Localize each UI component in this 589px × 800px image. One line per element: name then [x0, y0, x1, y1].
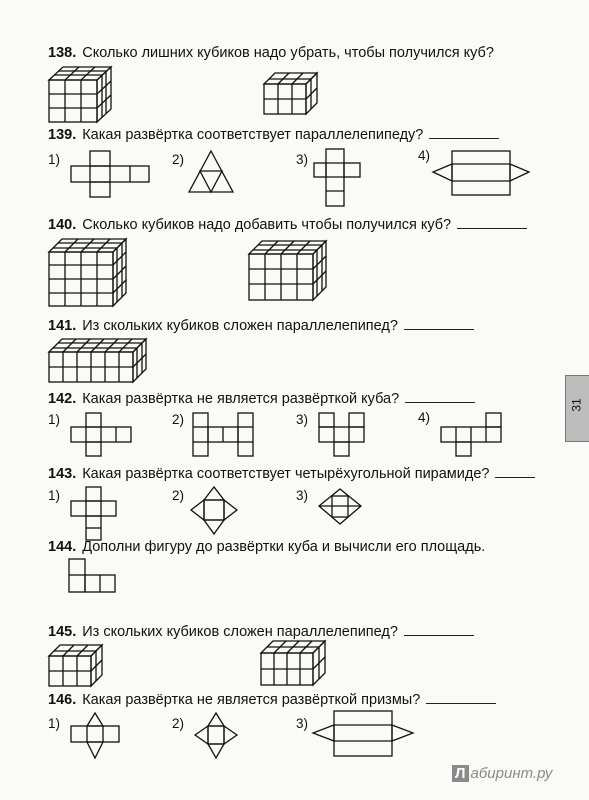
answer-blank[interactable] — [405, 402, 475, 403]
question-number: 141. — [48, 318, 77, 334]
partial-cube-net-figure — [68, 558, 118, 594]
answer-blank[interactable] — [404, 635, 474, 636]
answer-blank[interactable] — [457, 228, 527, 229]
question-text: Какая развёртка соответствует четырёхугольной пирамиде? — [82, 466, 490, 482]
net-option-4 — [432, 150, 530, 196]
cube-net-option-4 — [440, 412, 506, 458]
net-option-3 — [313, 148, 363, 208]
question-144 — [48, 539, 485, 555]
logo-text: абиринт.ру — [470, 765, 553, 782]
option-label: 3) — [296, 488, 309, 503]
question-text: Дополни фигуру до развёртки куба и вычисли его площадь. — [82, 539, 486, 555]
pyramid-net-option-3 — [318, 488, 362, 526]
question-text: Какая развёртка соответствует параллелепипеду? — [82, 127, 424, 143]
cube-net-option-3 — [318, 412, 370, 458]
block-3x2x2-figure — [48, 644, 108, 688]
question-text: Какая развёртка не является развёрткой куба? — [82, 391, 400, 407]
cube-net-option-2 — [192, 412, 258, 458]
labirint-logo — [452, 765, 552, 782]
question-141 — [48, 318, 474, 334]
option-label: 3) — [296, 412, 309, 427]
cube-net-option-1 — [70, 412, 134, 458]
question-text: Сколько кубиков надо добавить чтобы получился куб? — [82, 217, 452, 233]
option-label: 1) — [48, 716, 61, 731]
pyramid-net-option-1 — [70, 486, 122, 542]
net-option-1 — [70, 150, 150, 198]
question-number: 140. — [48, 217, 77, 233]
page-number-tab — [565, 375, 589, 442]
question-142 — [48, 391, 475, 407]
block-4x3-figure — [248, 240, 330, 302]
answer-blank[interactable] — [429, 138, 499, 139]
option-label: 4) — [418, 148, 431, 163]
answer-blank[interactable] — [495, 477, 535, 478]
question-number: 143. — [48, 466, 77, 482]
page-number: 31 — [569, 398, 584, 412]
question-145 — [48, 624, 474, 640]
logo-mark: Л — [452, 765, 469, 782]
option-label: 2) — [172, 488, 185, 503]
pyramid-net-option-2 — [190, 486, 238, 536]
answer-blank[interactable] — [404, 329, 474, 330]
question-number: 138. — [48, 45, 77, 61]
question-140 — [48, 217, 527, 233]
option-label: 2) — [172, 716, 185, 731]
question-text: Сколько лишних кубиков надо убрать, чтобы получился куб? — [82, 45, 494, 61]
option-label: 4) — [418, 410, 431, 425]
answer-blank[interactable] — [426, 703, 496, 704]
cube-3x3-figure — [48, 66, 118, 124]
option-label: 3) — [296, 152, 309, 167]
question-number: 142. — [48, 391, 77, 407]
block-3x2-figure — [263, 72, 323, 116]
option-label: 1) — [48, 412, 61, 427]
option-label: 2) — [172, 152, 185, 167]
option-label: 1) — [48, 488, 61, 503]
option-label: 1) — [48, 152, 61, 167]
question-143 — [48, 466, 535, 482]
question-number: 144. — [48, 539, 77, 555]
question-number: 139. — [48, 127, 77, 143]
question-text: Какая развёртка не является развёрткой призмы? — [82, 692, 421, 708]
block-6x2-figure — [48, 338, 148, 384]
question-138 — [48, 45, 494, 61]
cube-4x4-figure — [48, 238, 130, 308]
prism-net-option-3 — [312, 710, 414, 758]
question-146 — [48, 692, 496, 708]
question-text: Из скольких кубиков сложен параллелепипед? — [82, 318, 398, 334]
question-number: 146. — [48, 692, 77, 708]
option-label: 3) — [296, 716, 309, 731]
question-number: 145. — [48, 624, 77, 640]
block-4x2x2-figure — [260, 640, 328, 688]
question-139 — [48, 127, 499, 143]
question-text: Из скольких кубиков сложен параллелепипед? — [82, 624, 398, 640]
net-option-2 — [188, 150, 234, 194]
option-label: 2) — [172, 412, 185, 427]
prism-net-option-2 — [194, 712, 238, 760]
prism-net-option-1 — [70, 712, 120, 760]
